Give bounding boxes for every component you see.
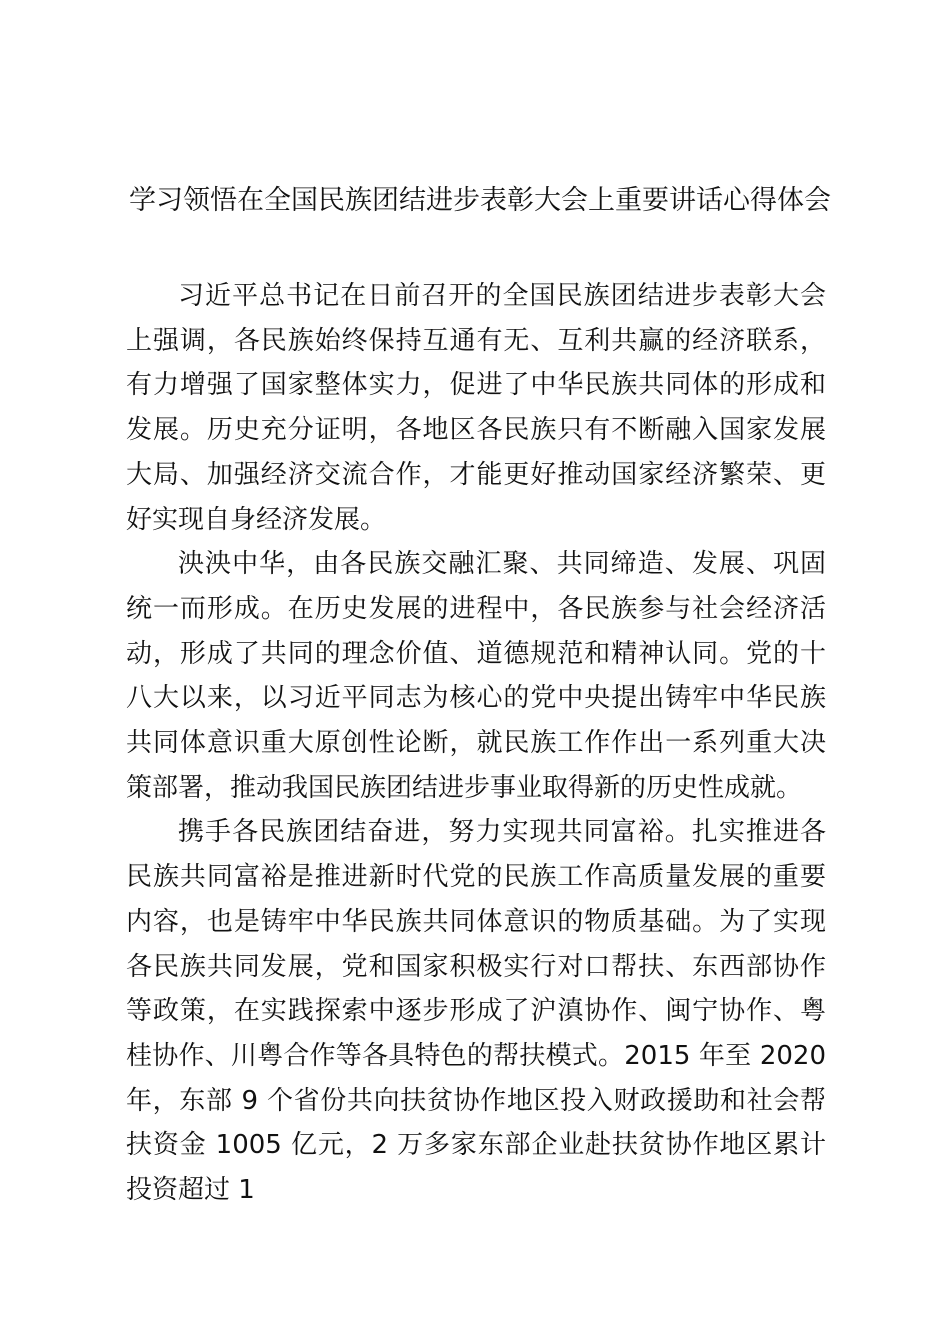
document-title: 学习领悟在全国民族团结进步表彰大会上重要讲话心得体会: [129, 185, 831, 216]
document-body: [126, 274, 826, 1213]
paragraph-1: 习近平总书记在日前召开的全国民族团结进步表彰大会上强调，各民族始终保持互通有无、互利共赢的经济联系，有力增强了国家整体实力，促进了中华民族共同体的形成和发展。历史充分证明，各地区各民族只有不断融入国家发展大局、加强经济交流合作，才能更好推动国家经济繁荣、更好实现自身经济发展。: [126, 281, 826, 535]
paragraph-2: 泱泱中华，由各民族交融汇聚、共同缔造、发展、巩固统一而形成。在历史发展的进程中，各民族参与社会经济活动，形成了共同的理念价值、道德规范和精神认同。党的十八大以来，以习近平同志为核心的党中央提出铸牢中华民族共同体意识重大原创性论断，就民族工作作出一系列重大决策部署，推动我国民族团结进步事业取得新的历史性成就。: [126, 549, 826, 803]
paragraph-3: 携手各民族团结奋进，努力实现共同富裕。扎实推进各民族共同富裕是推进新时代党的民族工作高质量发展的重要内容，也是铸牢中华民族共同体意识的物质基础。为了实现各民族共同发展，党和国家积极实行对口帮扶、东西部协作等政策，在实践探索中逐步形成了沪滇协作、闽宁协作、粤桂协作、川粤合作等各具特色的帮扶模式。2015 年至 2020 年，东部 9 个省份共向扶贫协作地区投入财政援助和社会帮扶资金 1005 亿元，2 万多家东部企业赴扶贫协作地区累计投资超过 1: [126, 817, 826, 1206]
